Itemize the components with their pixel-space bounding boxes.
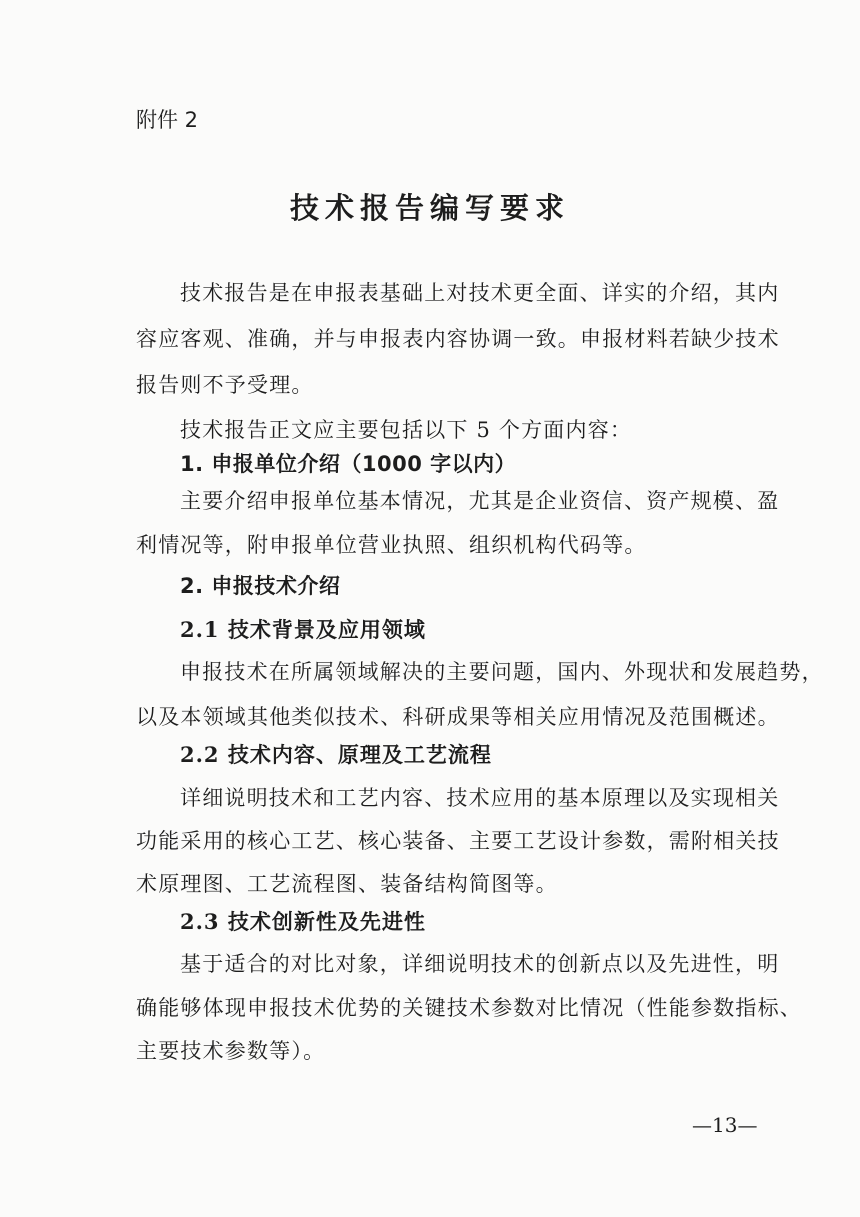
- section-2-2-heading: 2.2 技术内容、原理及工艺流程: [180, 742, 492, 767]
- page-number: —13—: [692, 1113, 758, 1137]
- section-1-body-line-2: 利情况等，附申报单位营业执照、组织机构代码等。: [136, 533, 647, 557]
- section-2-2-body-line-3: 术原理图、工艺流程图、装备结构简图等。: [136, 872, 558, 896]
- section-1-body-line-1: 主要介绍申报单位基本情况，尤其是企业资信、资产规模、盈: [180, 489, 780, 513]
- section-2-2-body-line-1: 详细说明技术和工艺内容、技术应用的基本原理以及实现相关: [180, 786, 780, 810]
- attachment-label: 附件 2: [136, 108, 199, 132]
- section-2-1-heading: 2.1 技术背景及应用领域: [180, 617, 426, 642]
- intro-line-2: 容应客观、准确，并与申报表内容协调一致。申报材料若缺少技术: [136, 327, 780, 351]
- section-1-heading: 1. 申报单位介绍（1000 字以内）: [180, 452, 517, 476]
- section-2-1-body-line-1: 申报技术在所属领域解决的主要问题，国内、外现状和发展趋势，: [180, 660, 824, 684]
- document-title: 技术报告编写要求: [289, 191, 570, 225]
- section-2-1-body-line-2: 以及本领域其他类似技术、科研成果等相关应用情况及范围概述。: [136, 705, 780, 729]
- section-2-3-heading: 2.3 技术创新性及先进性: [180, 909, 426, 934]
- section-2-3-body-line-3: 主要技术参数等）。: [136, 1039, 326, 1063]
- section-2-2-body-line-2: 功能采用的核心工艺、核心装备、主要工艺设计参数，需附相关技: [136, 829, 780, 853]
- section-2-3-body-line-2: 确能够体现申报技术优势的关键技术参数对比情况（性能参数指标、: [136, 996, 802, 1020]
- scope-line: 技术报告正文应主要包括以下 5 个方面内容：: [180, 418, 633, 442]
- section-2-3-body-line-1: 基于适合的对比对象，详细说明技术的创新点以及先进性，明: [180, 952, 780, 976]
- section-2-heading: 2. 申报技术介绍: [180, 574, 341, 598]
- intro-line-3: 报告则不予受理。: [136, 373, 314, 397]
- intro-line-1: 技术报告是在申报表基础上对技术更全面、详实的介绍，其内: [180, 281, 780, 305]
